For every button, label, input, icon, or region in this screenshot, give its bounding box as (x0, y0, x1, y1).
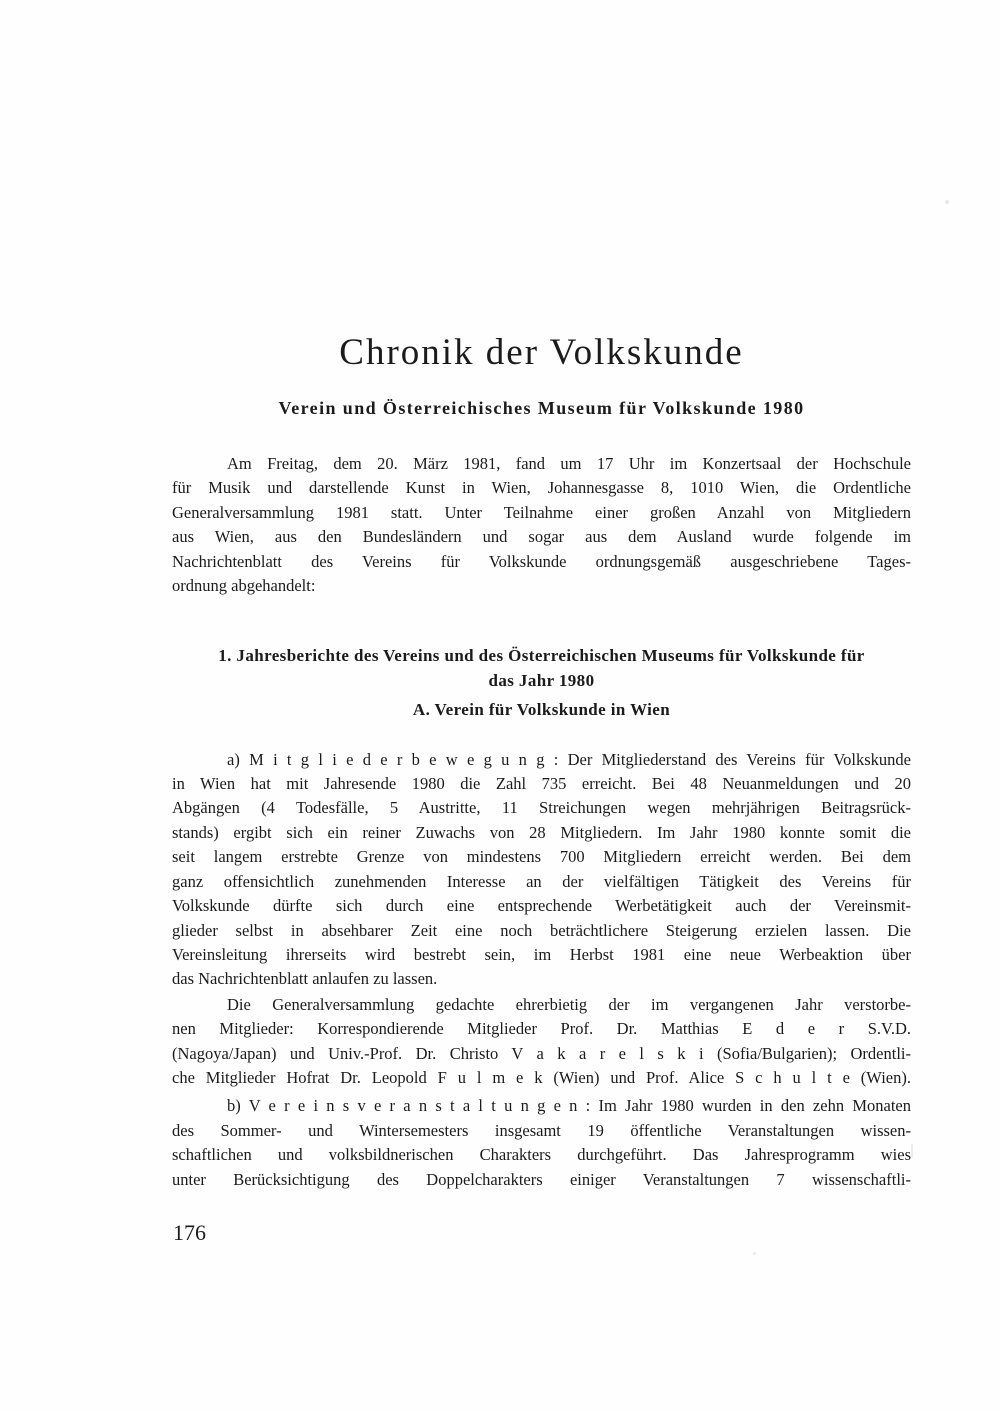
paragraph (172, 1094, 911, 1192)
scan-artifact (911, 1144, 913, 1158)
text-line: Am Freitag, dem 20. März 1981, fand um 17 Uhr im Konzertsaal der Hochschule (227, 454, 911, 473)
text-line: (Nagoya/Japan) und Univ.-Prof. Dr. Christo V a k a r e l s k i (Sofia/Bulgarien); Ordentli- (172, 1043, 911, 1063)
text-line: Nachrichtenblatt des Vereins für Volkskunde ordnungsgemäß ausgeschriebene Tages- (172, 551, 911, 571)
page-title: Chronik der Volkskunde (339, 332, 744, 373)
text-line: ganz offensichtlich zunehmenden Interesse an der vielfältigen Tätigkeit des Vereins für (172, 871, 911, 891)
text-line: 1. Jahresberichte des Vereins und des Österreichischen Museums für Volkskunde für (218, 646, 865, 666)
text-line: unter Berücksichtigung des Doppelcharakters einiger Veranstaltungen 7 wissenschaftli- (172, 1169, 911, 1189)
paragraph (172, 993, 911, 1091)
text-line: aus Wien, aus den Bundesländern und sogar aus dem Ausland wurde folgende im (172, 527, 911, 547)
scan-artifact (945, 200, 949, 204)
subheading (172, 698, 911, 722)
text-line: seit langem erstrebte Grenze von mindestens 700 Mitgliedern erreicht werden. Bei dem (172, 847, 911, 867)
text-line: für Musik und darstellende Kunst in Wien, Johannesgasse 8, 1010 Wien, die Ordentliche (172, 478, 911, 498)
page-number: 176 (173, 1220, 206, 1245)
paragraph (172, 452, 911, 598)
text-line: Volkskunde dürfte sich durch eine entsprechende Werbetätigkeit auch der Vereinsmit- (172, 896, 911, 916)
text-line: das Nachrichtenblatt anlaufen zu lassen. (172, 969, 438, 989)
text-line: Vereinsleitung ihrerseits wird bestrebt sein, im Herbst 1981 eine neue Werbeaktion über (172, 944, 911, 964)
text-line: che Mitglieder Hofrat Dr. Leopold F u l m e k (Wien) und Prof. Alice S c h u l t e (Wien). (172, 1067, 911, 1087)
text-line: in Wien hat mit Jahresende 1980 die Zahl 735 erreicht. Bei 48 Neuanmeldungen und 20 (172, 774, 911, 794)
text-line: ordnung abgehandelt: (172, 576, 316, 596)
text-line: nen Mitglieder: Korrespondierende Mitglieder Prof. Dr. Matthias E d e r S.V.D. (172, 1019, 911, 1039)
text-line: A. Verein für Volkskunde in Wien (412, 700, 671, 720)
text-line: Die Generalversammlung gedachte ehrerbietig der im vergangenen Jahr verstorbe- (227, 994, 911, 1014)
text-line: b) V e r e i n s v e r a n s t a l t u n g e n : Im Jahr 1980 wurden in den zehn Monaten (227, 1096, 911, 1116)
text-line: stands) ergibt sich ein reiner Zuwachs von 28 Mitgliedern. Im Jahr 1980 konnte somit die (172, 822, 911, 842)
text-line: das Jahr 1980 (488, 670, 595, 690)
heading (172, 644, 911, 693)
text-line: des Sommer- und Wintersemesters insgesamt 19 öffentliche Veranstaltungen wissen- (172, 1120, 911, 1140)
body-blocks (172, 452, 911, 1192)
text-column (172, 0, 911, 1192)
text-line: glieder selbst in absehbarer Zeit eine noch beträchtlichere Steigerung erzielen lassen. Die (172, 920, 911, 940)
text-line: Generalversammlung 1981 statt. Unter Teilnahme einer großen Anzahl von Mitgliedern (172, 502, 911, 522)
page-subtitle: Verein und Österreichisches Museum für Volkskunde 1980 (278, 398, 805, 418)
paragraph (172, 748, 911, 992)
text-line: a) M i t g l i e d e r b e w e g u n g : Der Mitgliederstand des Vereins für Volkskunde (227, 749, 911, 769)
text-line: schaftlichen und volksbildnerischen Charakters durchgeführt. Das Jahresprogramm wies (172, 1145, 911, 1165)
text-line: Abgängen (4 Todesfälle, 5 Austritte, 11 Streichungen wegen mehrjährigen Beitragsrück- (172, 798, 911, 818)
scan-artifact (753, 1252, 756, 1255)
